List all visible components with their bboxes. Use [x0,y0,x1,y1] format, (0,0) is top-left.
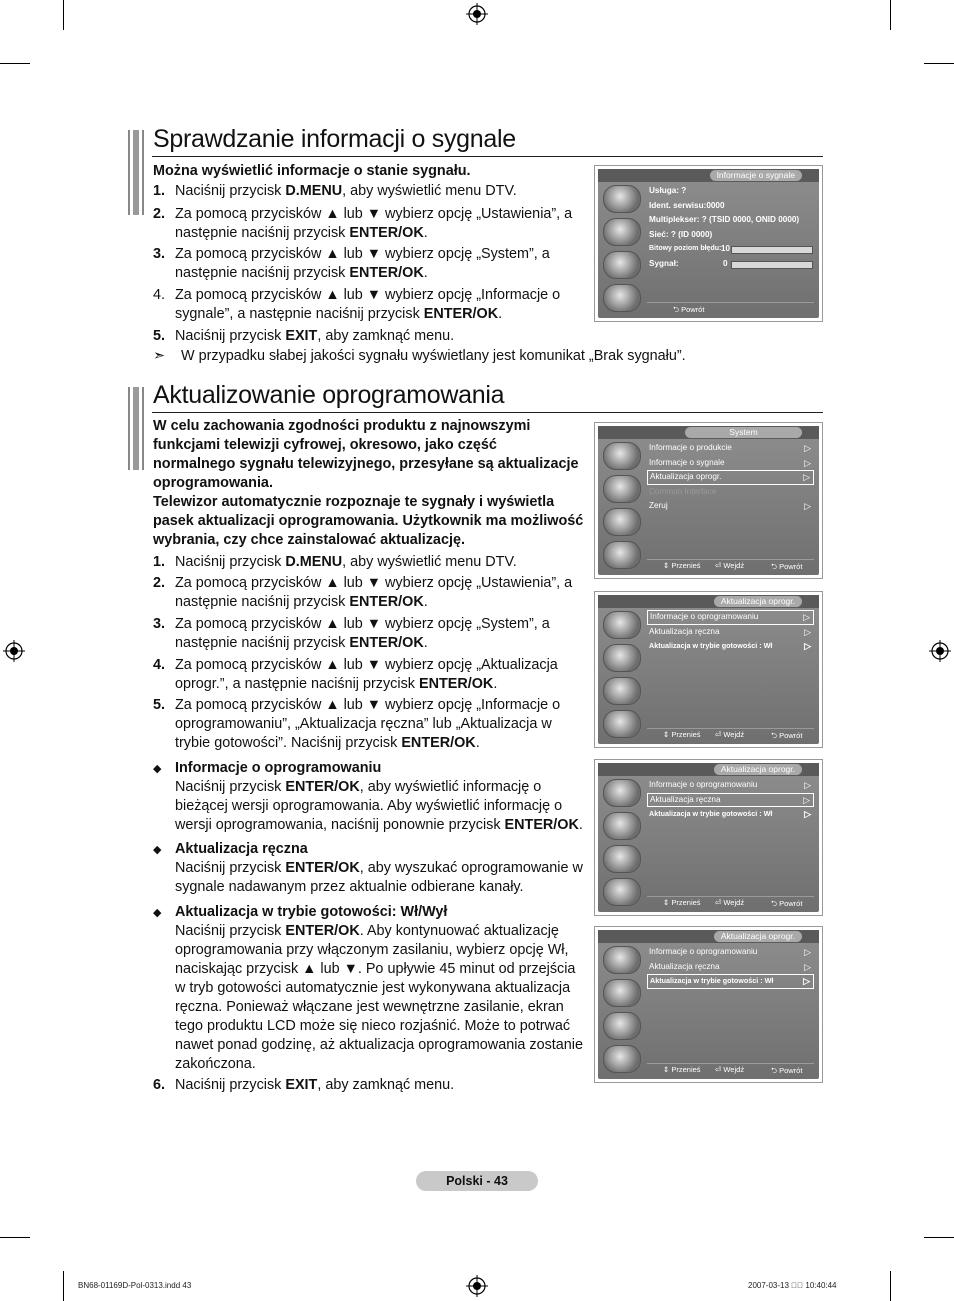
setup-icon [603,845,641,873]
back-button[interactable]: ⮌ Powrót [771,1066,803,1075]
section-title: Aktualizowanie oprogramowania [153,381,505,409]
setup-icon [603,677,641,705]
crop-mark [0,1237,30,1238]
picture-icon [603,185,641,213]
note: ➣ W przypadku słabej jakości sygnału wyświetlany jest komunikat „Brak sygnału”. [153,348,686,364]
arrow-right-icon: ▷ [804,809,811,819]
osd-title: Aktualizacja oprogr. [714,931,802,942]
input-icon [603,878,641,906]
menu-item[interactable]: Informacje o sygnale ▷ [649,457,811,468]
osd-signal-info [594,165,823,322]
section-title: Sprawdzanie informacji o sygnale [153,125,516,153]
arrow-right-icon: ▷ [804,780,811,790]
input-icon [603,541,641,569]
step: 6. Naciśnij przycisk EXIT, aby zamknąć menu. [153,1077,455,1093]
arrow-right-icon: ▷ [803,976,810,986]
osd-line: Sieć: ? (ID 0000) [649,229,713,239]
back-button[interactable]: ⮌ Powrót [771,562,803,571]
step: 2. Za pomocą przycisków ▲ lub ▼ wybierz opcję „Ustawienia”, a następnie naciśnij przycisk ENTER/OK. [153,575,573,610]
menu-item-selected[interactable]: Informacje o oprogramowaniu ▷ [647,610,814,625]
bullet-item: ◆ Informacje o oprogramowaniu Naciśnij przycisk ENTER/OK, aby wyświetlić informację o bieżącej wersji oprogramowania. Aby wyświetlić informację o wersji oprogramowania, naciśnij ponownie przycisk ENTER/OK. [153,760,583,833]
menu-item[interactable]: Informacje o produkcie ▷ [649,443,811,453]
menu-item[interactable]: Aktualizacja ręczna ▷ [649,961,811,972]
arrow-right-icon: ▷ [804,641,811,651]
section-intro: W celu zachowania zgodności produktu z najnowszymi funkcjami telewizji cyfrowej, okresowo, jako część normalnego sygnału telewizyjnego, przesyłane są aktualizacje oprogramowania. [153,418,579,491]
bullet-item: ◆ Aktualizacja w trybie gotowości: Wł/Wył Naciśnij przycisk ENTER/OK. Aby kontynuować aktualizację oprogramowania przy włączonym zasilaniu, wybierz opcję Wł, naciskając przycisk ▲ lub ▼. Po upływie 45 minut od przejścia w tryb gotowości automatycznie jest wykonywana aktualizacja ręczna. Ponieważ włączane jest wewnętrzne zasilanie, ekran tego produktu LCD może się nieco rozjaśnić. Może to potrwać nawet ponad godzinę, aż aktualizacja oprogramowania zostanie zakończona. [153,904,583,1072]
diamond-bullet-icon: ◆ [153,907,162,919]
picture-icon [603,946,641,974]
input-icon [603,284,641,312]
menu-item-selected[interactable]: Aktualizacja ręczna ▷ [647,793,814,808]
footer-timestamp: 2007-03-13 ￿￿ 10:40:44 [748,1281,837,1290]
back-button[interactable]: ⮌ Powrót [673,305,705,314]
registration-mark-icon [466,1275,488,1297]
registration-mark-icon [466,3,488,25]
setup-icon [603,1012,641,1040]
osd-icon-column [602,185,642,317]
input-icon [603,1045,641,1073]
osd-update-menu [594,926,823,1083]
osd-signal-row: Sygnał: 0 [647,257,814,272]
move-hint: ⇕ Przenieś [663,898,701,907]
move-hint: ⇕ Przenieś [663,1065,701,1074]
menu-item-selected[interactable]: Aktualizacja oprogr. ▷ [647,470,814,485]
section-intro: Telewizor automatycznie rozpoznaje te sygnały i wyświetla pasek aktualizacji oprogramowania. Użytkownik ma możliwość wybrania, czy chce zainstalować aktualizację. [153,494,584,548]
step: 3. Za pomocą przycisków ▲ lub ▼ wybierz opcję „System”, a następnie naciśnij przycisk ENTER/OK. [153,616,550,651]
step: 2. Za pomocą przycisków ▲ lub ▼ wybierz opcję „Ustawienia”, a następnie naciśnij przycisk ENTER/OK. [153,206,573,241]
crop-mark [890,1271,891,1301]
osd-line: Ident. serwisu:0000 [649,200,725,210]
page-number-label: Polski - 43 [416,1171,538,1191]
bullet-item: ◆ Aktualizacja ręczna Naciśnij przycisk ENTER/OK, aby wyszukać oprogramowanie w sygnale nadawanym przez aktualnie odbierane kanały. [153,841,583,895]
step: 3. Za pomocą przycisków ▲ lub ▼ wybierz opcję „System”, a następnie naciśnij przycisk ENTER/OK. [153,246,550,281]
step: 5. Za pomocą przycisków ▲ lub ▼ wybierz opcję „Informacje o oprogramowaniu”, „Aktualizacja ręczna” lub „Aktualizacja w trybie gotowości”. Naciśnij przycisk ENTER/OK. [153,697,561,751]
osd-title: Aktualizacja oprogr. [714,596,802,607]
crop-mark [63,1271,64,1301]
arrow-right-icon: ▷ [804,947,811,957]
setup-icon [603,251,641,279]
sound-icon [603,218,641,246]
enter-hint: ⏎ Wejdź [715,730,745,739]
arrow-right-icon: ▷ [803,612,810,622]
picture-icon [603,611,641,639]
arrow-right-icon: ▷ [804,626,811,637]
diamond-bullet-icon: ◆ [153,844,162,856]
osd-bitrate-row: Bitowy poziom błędu: 10 [647,242,814,257]
arrow-right-icon: ▷ [803,794,810,805]
arrow-right-icon: ▷ [804,443,811,453]
arrow-right-icon: ▷ [804,961,811,972]
crop-mark [924,63,954,64]
osd-update-menu [594,759,823,916]
osd-line: Multiplekser: ? (TSID 0000, ONID 0000) [649,215,800,224]
menu-item-selected[interactable]: Aktualizacja w trybie gotowości : Wł ▷ [647,974,814,989]
bitrate-bar [731,246,813,254]
move-hint: ⇕ Przenieś [663,730,701,739]
section-divider [152,412,823,413]
arrow-right-icon: ▷ [804,501,811,511]
osd-title: System [685,427,802,438]
menu-item[interactable]: Zeruj ▷ [649,501,811,511]
picture-icon [603,779,641,807]
sound-icon [603,475,641,503]
arrow-right-icon: ▷ [804,457,811,468]
menu-item-disabled: Common Interface [649,486,717,496]
crop-mark [0,63,30,64]
menu-item[interactable]: Informacje o oprogramowaniu ▷ [649,947,811,957]
step: 4. Za pomocą przycisków ▲ lub ▼ wybierz opcję „Informacje o sygnale”, a następnie naciśnij przycisk ENTER/OK. [153,287,561,322]
step: 1. Naciśnij przycisk D.MENU, aby wyświetlić menu DTV. [153,183,517,199]
crop-mark [890,0,891,30]
back-button[interactable]: ⮌ Powrót [771,731,803,740]
registration-mark-icon [929,640,951,662]
crop-mark [63,0,64,30]
menu-item[interactable]: Aktualizacja w trybie gotowości : Wł ▷ [649,641,811,651]
note-arrow-icon: ➣ [153,348,166,364]
step: 4. Za pomocą przycisków ▲ lub ▼ wybierz opcję „Aktualizacja oprogr.”, a następnie naciśnij przycisk ENTER/OK. [153,657,558,692]
diamond-bullet-icon: ◆ [153,763,162,775]
sound-icon [603,644,641,672]
setup-icon [603,508,641,536]
sound-icon [603,812,641,840]
arrow-right-icon: ▷ [803,472,810,482]
osd-update-menu [594,591,823,748]
section-divider [152,156,823,157]
osd-system-menu [594,422,823,579]
step: 1. Naciśnij przycisk D.MENU, aby wyświetlić menu DTV. [153,554,517,570]
section-marker [128,130,144,215]
picture-icon [603,442,641,470]
enter-hint: ⏎ Wejdź [715,561,745,570]
section-intro: Można wyświetlić informacje o stanie sygnału. [153,163,471,179]
back-button[interactable]: ⮌ Powrót [771,899,803,908]
footer-file-info: BN68-01169D-Pol-0313.indd 43 [78,1281,192,1290]
step: 5. Naciśnij przycisk EXIT, aby zamknąć menu. [153,328,455,344]
menu-item[interactable]: Aktualizacja ręczna ▷ [649,626,811,637]
osd-title: Informacje o sygnale [710,170,802,181]
menu-item[interactable]: Aktualizacja w trybie gotowości : Wł ▷ [649,809,811,819]
input-icon [603,710,641,738]
move-hint: ⇕ Przenieś [663,561,701,570]
enter-hint: ⏎ Wejdź [715,898,745,907]
crop-mark [924,1237,954,1238]
sound-icon [603,979,641,1007]
osd-line: Usługa: ? [649,186,687,195]
section-marker [128,387,144,470]
osd-title: Aktualizacja oprogr. [714,764,802,775]
registration-mark-icon [3,640,25,662]
menu-item[interactable]: Informacje o oprogramowaniu ▷ [649,780,811,790]
enter-hint: ⏎ Wejdź [715,1065,745,1074]
signal-bar [731,261,813,269]
